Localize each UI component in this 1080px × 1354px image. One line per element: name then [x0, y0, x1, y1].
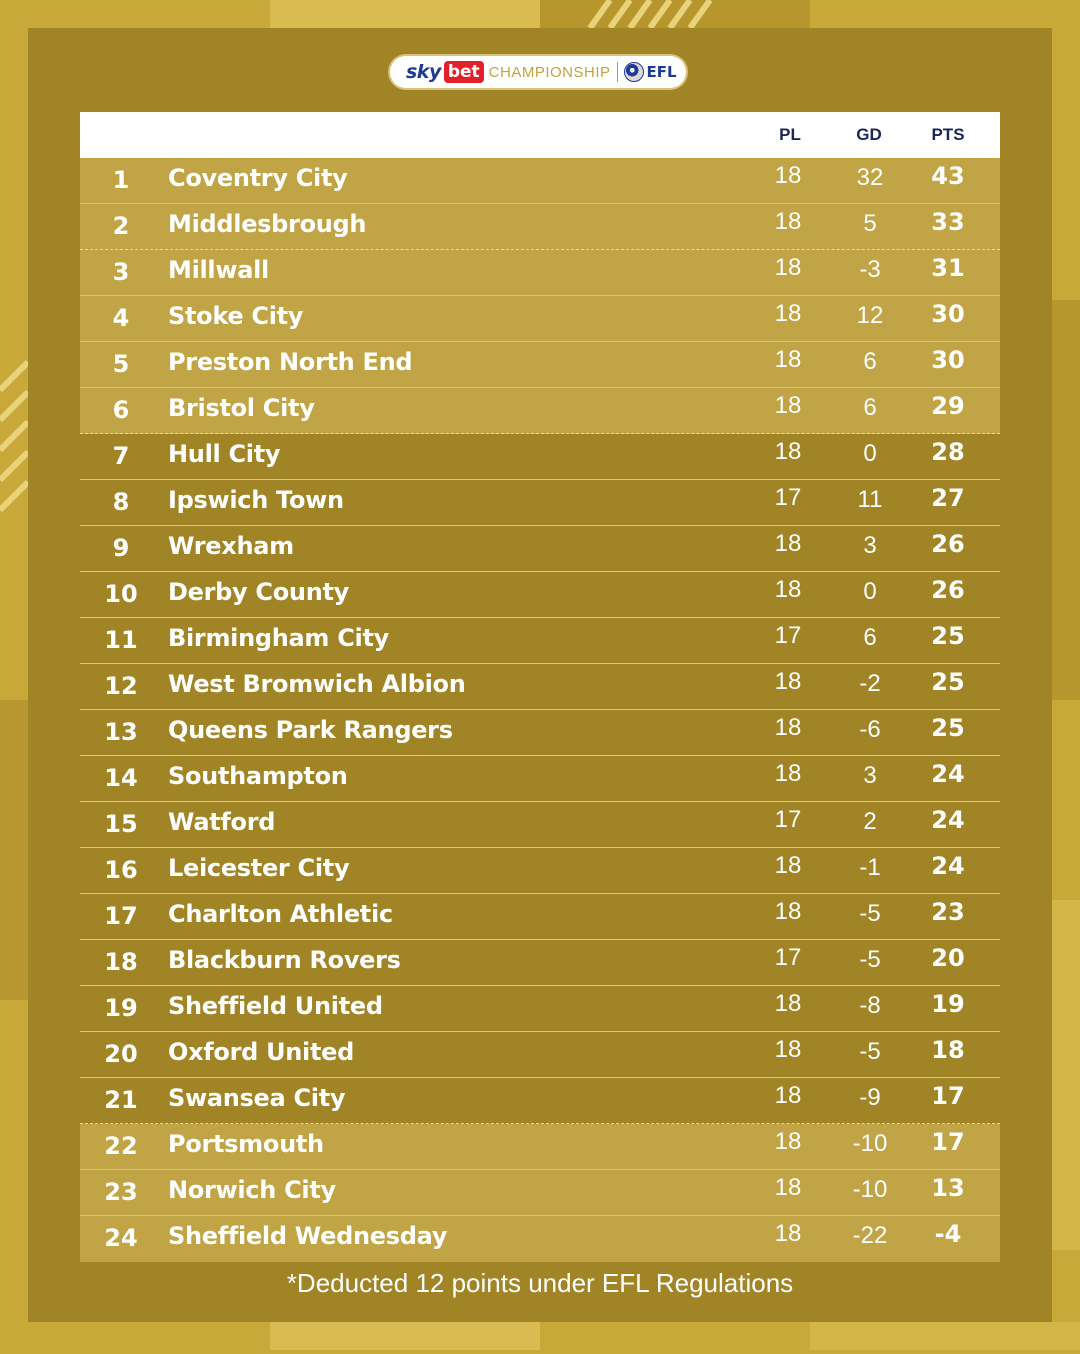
goal-difference-cell: -5 — [859, 900, 881, 927]
position-cell: 7 — [112, 442, 130, 470]
header-points: PTS — [931, 125, 965, 144]
points-cell: 43 — [931, 162, 965, 190]
played-cell: 17 — [774, 484, 802, 511]
position-cell: 14 — [104, 764, 138, 792]
table-row — [80, 158, 1000, 204]
points-cell: 25 — [931, 714, 965, 742]
position-cell: 16 — [104, 856, 138, 884]
bet-logo-text: bet — [444, 61, 484, 83]
position-cell: 8 — [112, 488, 130, 516]
played-cell: 18 — [774, 760, 802, 787]
table-row — [80, 572, 1000, 618]
points-cell: 20 — [931, 944, 965, 972]
table-row — [80, 1032, 1000, 1078]
position-cell: 6 — [112, 396, 130, 424]
team-name-cell: Swansea City — [168, 1084, 346, 1112]
played-cell: 18 — [774, 576, 802, 603]
team-name-cell: Charlton Athletic — [168, 900, 393, 928]
logo-divider — [617, 62, 618, 82]
points-cell: 25 — [931, 622, 965, 650]
table-body — [80, 158, 1000, 1262]
table-row — [80, 480, 1000, 526]
table-row — [80, 1078, 1000, 1124]
table-row — [80, 296, 1000, 342]
team-name-cell: Derby County — [168, 578, 350, 606]
goal-difference-cell: -8 — [859, 992, 881, 1019]
played-cell: 18 — [774, 530, 802, 557]
goal-difference-cell: -3 — [859, 256, 881, 283]
goal-difference-cell: 6 — [863, 348, 877, 375]
points-cell: 23 — [931, 898, 965, 926]
goal-difference-cell: -5 — [859, 1038, 881, 1065]
table-row — [80, 204, 1000, 250]
team-name-cell: Blackburn Rovers — [168, 946, 401, 974]
table-row — [80, 894, 1000, 940]
team-name-cell: Watford — [168, 808, 276, 836]
position-cell: 3 — [112, 258, 130, 286]
played-cell: 18 — [774, 208, 802, 235]
header-goal-difference: GD — [856, 125, 882, 144]
played-cell: 18 — [774, 346, 802, 373]
efl-logo-text: EFL — [646, 63, 677, 81]
table-row — [80, 710, 1000, 756]
points-cell: 17 — [931, 1082, 965, 1110]
table-row — [80, 756, 1000, 802]
team-name-cell: Queens Park Rangers — [168, 716, 453, 744]
position-cell: 18 — [104, 948, 138, 976]
table-row — [80, 848, 1000, 894]
points-cell: 29 — [931, 392, 965, 420]
table-row — [80, 1216, 1000, 1262]
goal-difference-cell: -22 — [852, 1222, 888, 1249]
goal-difference-cell: 11 — [857, 486, 883, 513]
team-name-cell: Southampton — [168, 762, 348, 790]
goal-difference-cell: -10 — [852, 1176, 888, 1203]
position-cell: 9 — [112, 534, 130, 562]
points-cell: 26 — [931, 530, 965, 558]
played-cell: 18 — [774, 1220, 802, 1247]
efl-ball-icon — [624, 62, 644, 82]
team-name-cell: Sheffield United — [168, 992, 383, 1020]
sky-logo-text: sky — [406, 61, 441, 83]
goal-difference-cell: 6 — [863, 624, 877, 651]
points-cell: 24 — [931, 806, 965, 834]
table-row — [80, 1170, 1000, 1216]
position-cell: 12 — [104, 672, 138, 700]
goal-difference-cell: 0 — [863, 578, 877, 605]
table-row — [80, 1124, 1000, 1170]
team-name-cell: West Bromwich Albion — [168, 670, 466, 698]
team-name-cell: Portsmouth — [168, 1130, 324, 1158]
points-cell: 24 — [931, 852, 965, 880]
goal-difference-cell: -9 — [859, 1084, 881, 1111]
table-header — [80, 112, 1000, 158]
played-cell: 18 — [774, 1036, 802, 1063]
position-cell: 11 — [104, 626, 138, 654]
position-cell: 13 — [104, 718, 138, 746]
team-name-cell: Preston North End — [168, 348, 413, 376]
position-cell: 15 — [104, 810, 138, 838]
position-cell: 19 — [104, 994, 138, 1022]
goal-difference-cell: -6 — [859, 716, 881, 743]
competition-name: CHAMPIONSHIP — [488, 63, 611, 81]
table-row — [80, 618, 1000, 664]
points-cell: 30 — [931, 300, 965, 328]
table-row — [80, 802, 1000, 848]
goal-difference-cell: 2 — [863, 808, 877, 835]
played-cell: 17 — [774, 622, 802, 649]
played-cell: 18 — [774, 990, 802, 1017]
team-name-cell: Millwall — [168, 256, 269, 284]
table-row — [80, 664, 1000, 710]
team-name-cell: Wrexham — [168, 532, 294, 560]
position-cell: 21 — [104, 1086, 138, 1114]
header-played: PL — [779, 125, 801, 144]
goal-difference-cell: 3 — [863, 532, 877, 559]
points-cell: 26 — [931, 576, 965, 604]
team-name-cell: Coventry City — [168, 164, 348, 192]
position-cell: 10 — [104, 580, 138, 608]
team-name-cell: Birmingham City — [168, 624, 389, 652]
played-cell: 18 — [774, 438, 802, 465]
points-cell: 18 — [931, 1036, 965, 1064]
played-cell: 17 — [774, 806, 802, 833]
league-table — [80, 112, 1000, 1262]
team-name-cell: Norwich City — [168, 1176, 336, 1204]
position-cell: 17 — [104, 902, 138, 930]
points-cell: 19 — [931, 990, 965, 1018]
team-name-cell: Stoke City — [168, 302, 304, 330]
position-cell: 23 — [104, 1178, 138, 1206]
goal-difference-cell: 12 — [856, 302, 884, 329]
team-name-cell: Sheffield Wednesday — [168, 1222, 448, 1250]
points-cell: 31 — [931, 254, 965, 282]
played-cell: 18 — [774, 714, 802, 741]
played-cell: 18 — [774, 852, 802, 879]
played-cell: 18 — [774, 898, 802, 925]
position-cell: 4 — [112, 304, 130, 332]
played-cell: 18 — [774, 300, 802, 327]
team-name-cell: Bristol City — [168, 394, 315, 422]
table-row — [80, 940, 1000, 986]
position-cell: 24 — [104, 1224, 138, 1252]
played-cell: 18 — [774, 668, 802, 695]
goal-difference-cell: -1 — [859, 854, 881, 881]
points-cell: 28 — [931, 438, 965, 466]
points-cell: -4 — [934, 1220, 962, 1248]
points-cell: 33 — [931, 208, 965, 236]
team-name-cell: Hull City — [168, 440, 281, 468]
goal-difference-cell: 32 — [856, 164, 884, 191]
position-cell: 20 — [104, 1040, 138, 1068]
played-cell: 17 — [774, 944, 802, 971]
position-cell: 5 — [112, 350, 130, 378]
table-row — [80, 434, 1000, 480]
position-cell: 1 — [112, 166, 130, 194]
team-name-cell: Leicester City — [168, 854, 350, 882]
points-cell: 27 — [931, 484, 965, 512]
goal-difference-cell: -5 — [859, 946, 881, 973]
goal-difference-cell: 5 — [863, 210, 877, 237]
table-row — [80, 986, 1000, 1032]
table-row — [80, 342, 1000, 388]
team-name-cell: Middlesbrough — [168, 210, 367, 238]
played-cell: 18 — [774, 1082, 802, 1109]
table-row — [80, 388, 1000, 434]
team-name-cell: Ipswich Town — [168, 486, 344, 514]
points-cell: 24 — [931, 760, 965, 788]
points-cell: 30 — [931, 346, 965, 374]
goal-difference-cell: 3 — [863, 762, 877, 789]
points-cell: 25 — [931, 668, 965, 696]
goal-difference-cell: 6 — [863, 394, 877, 421]
played-cell: 18 — [774, 162, 802, 189]
goal-difference-cell: -10 — [852, 1130, 888, 1157]
points-cell: 17 — [931, 1128, 965, 1156]
played-cell: 18 — [774, 392, 802, 419]
played-cell: 18 — [774, 254, 802, 281]
position-cell: 2 — [112, 212, 130, 240]
goal-difference-cell: -2 — [859, 670, 881, 697]
footnote: *Deducted 12 points under EFL Regulations — [286, 1268, 794, 1298]
table-row — [80, 526, 1000, 572]
position-cell: 22 — [104, 1132, 138, 1160]
played-cell: 18 — [774, 1174, 802, 1201]
played-cell: 18 — [774, 1128, 802, 1155]
points-cell: 13 — [931, 1174, 965, 1202]
table-row — [80, 250, 1000, 296]
goal-difference-cell: 0 — [863, 440, 877, 467]
competition-logo — [390, 56, 686, 88]
team-name-cell: Oxford United — [168, 1038, 355, 1066]
